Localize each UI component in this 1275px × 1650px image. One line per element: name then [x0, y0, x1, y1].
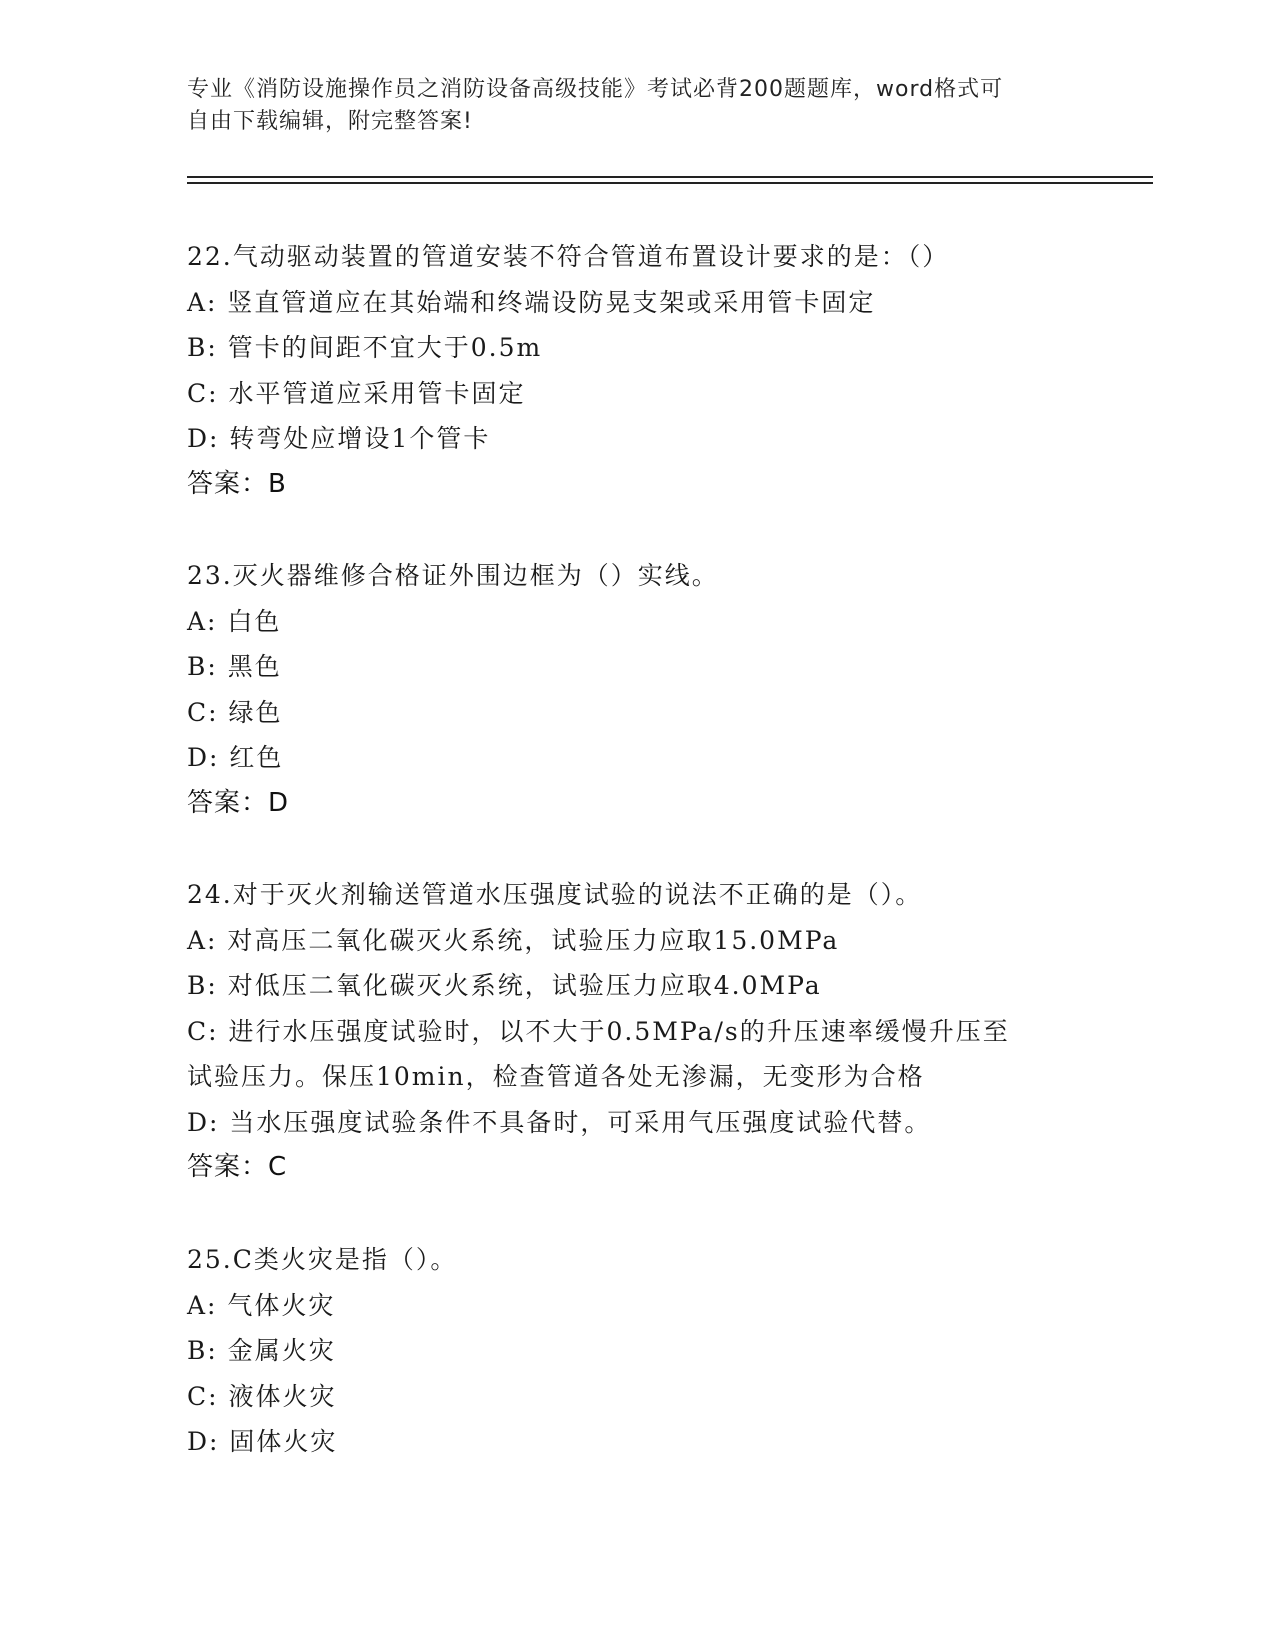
- header-line-2: 自由下载编辑，附完整答案!: [187, 109, 473, 134]
- question-stem: 25.C类火灾是指（）。: [187, 1245, 458, 1274]
- question-stem: 24.对于灭火剂输送管道水压强度试验的说法不正确的是（）。: [187, 880, 923, 909]
- option-a: A: 白色: [187, 606, 282, 636]
- question-stem: 22.气动驱动装置的管道安装不符合管道布置设计要求的是：（）: [187, 242, 950, 271]
- header-divider-bottom: [187, 182, 1153, 184]
- header-line-1: 专业《消防设施操作员之消防设备高级技能》考试必背200题题库，word格式可: [187, 77, 1004, 102]
- question-22: [187, 234, 1087, 507]
- option-c: C: 液体火灾: [187, 1381, 337, 1411]
- question-23: [187, 553, 1087, 826]
- option-d: D: 转弯处应增设1个管卡: [187, 424, 491, 453]
- option-b: B: 对低压二氧化碳灭火系统，试验压力应取4.0MPa: [187, 971, 822, 1000]
- option-d: D: 当水压强度试验条件不具备时，可采用气压强度试验代替。: [187, 1107, 932, 1137]
- answer-line: 答案：B: [187, 468, 287, 499]
- question-stem: 23.灭火器维修合格证外围边框为（）实线。: [187, 561, 719, 590]
- question-25: [187, 1237, 1087, 1465]
- answer-line: 答案：D: [187, 787, 290, 818]
- option-c-continued: 试验压力。保压10min，检查管道各处无渗漏，无变形为合格: [187, 1062, 925, 1091]
- option-b: B: 金属火灾: [187, 1336, 336, 1365]
- answer-line: 答案：C: [187, 1152, 288, 1182]
- option-a: A: 对高压二氧化碳灭火系统，试验压力应取15.0MPa: [187, 925, 840, 955]
- question-24: [187, 872, 1087, 1191]
- option-a: A: 竖直管道应在其始端和终端设防晃支架或采用管卡固定: [187, 287, 876, 317]
- option-c: C: 水平管道应采用管卡固定: [187, 378, 526, 408]
- header-divider-top: [187, 176, 1153, 178]
- document-header: [187, 74, 1087, 138]
- option-b: B: 管卡的间距不宜大于0.5m: [187, 333, 543, 362]
- option-c: C: 绿色: [187, 697, 283, 727]
- option-a: A: 气体火灾: [187, 1290, 336, 1320]
- option-b: B: 黑色: [187, 652, 282, 681]
- option-c: C: 进行水压强度试验时，以不大于0.5MPa/s的升压速率缓慢升压至: [187, 1016, 1010, 1046]
- option-d: D: 固体火灾: [187, 1427, 338, 1456]
- option-d: D: 红色: [187, 743, 284, 772]
